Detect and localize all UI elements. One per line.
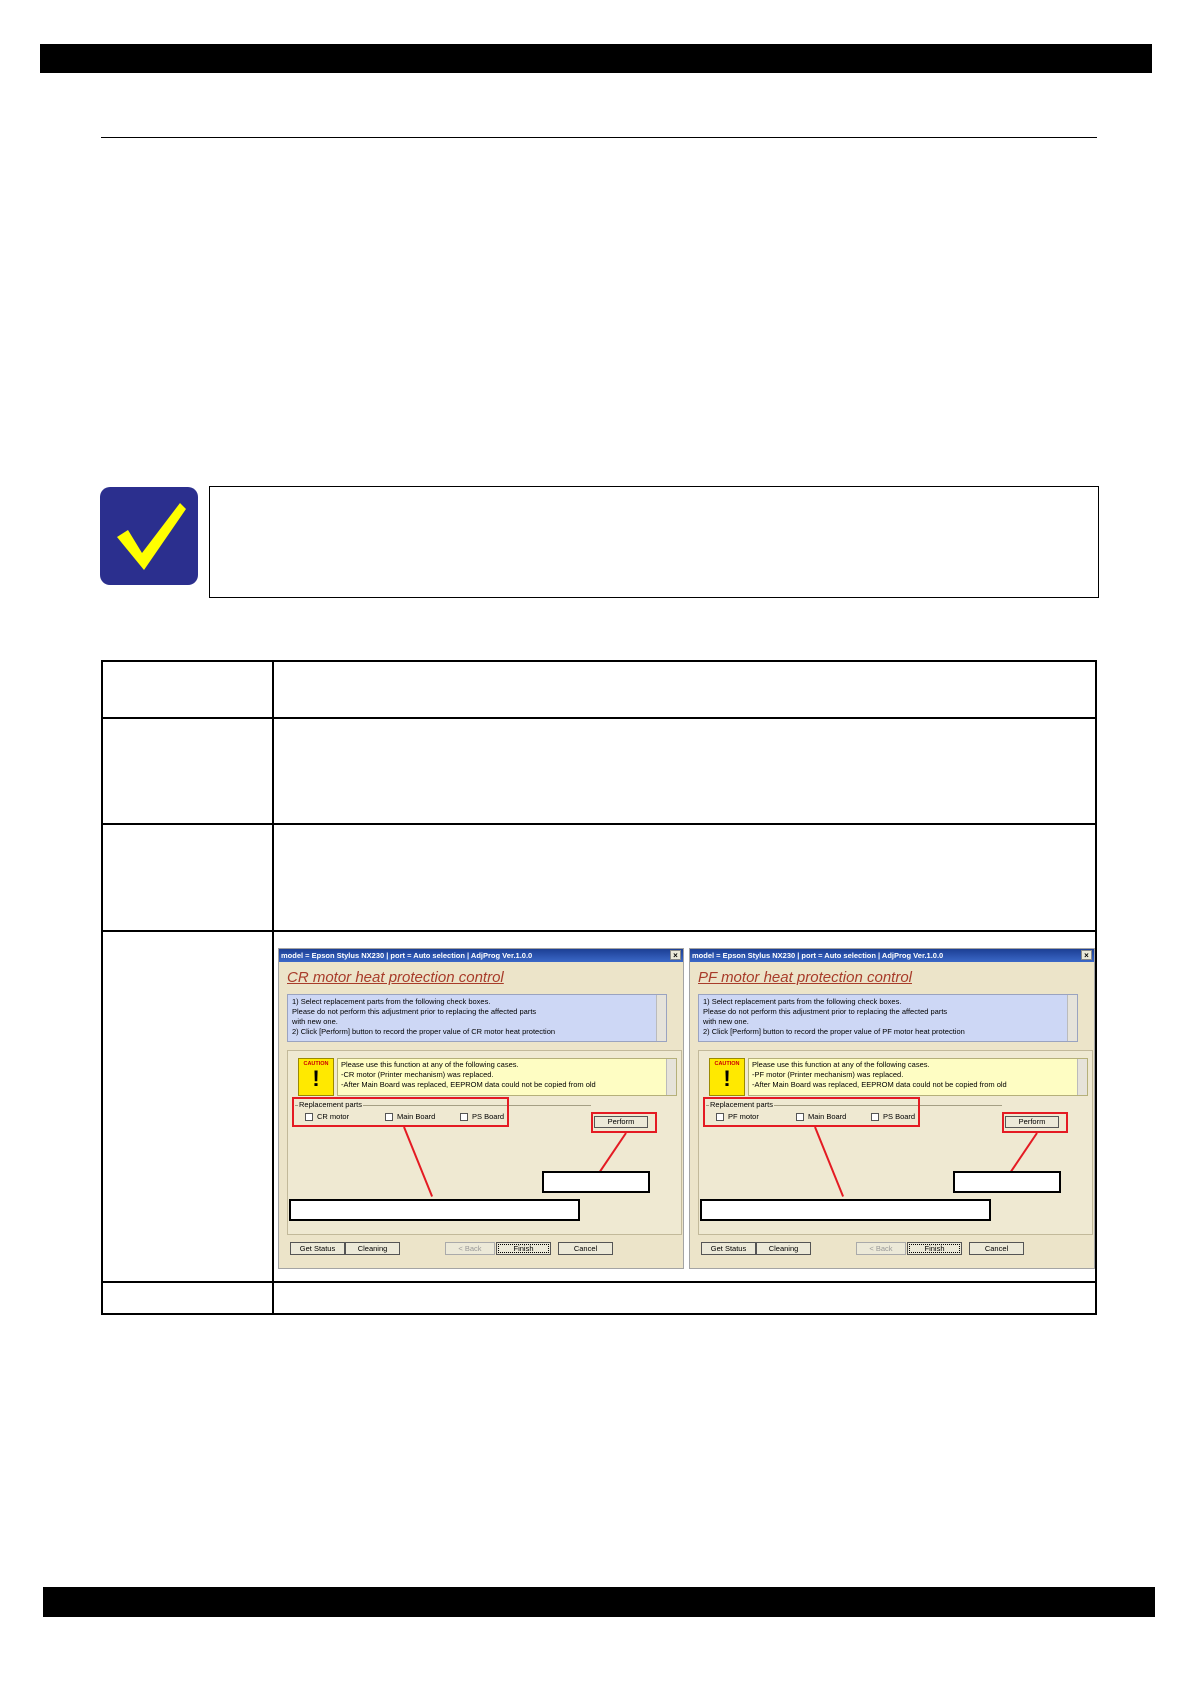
caution-line: -After Main Board was replaced, EEPROM data could not be copied from old (752, 1080, 1007, 1089)
caution-scrollbar[interactable] (666, 1059, 676, 1095)
window-title: model = Epson Stylus NX230 | port = Auto selection | AdjProg Ver.1.0.0 (281, 951, 533, 960)
replacement-parts-label: Replacement parts (299, 1100, 362, 1109)
note-box (209, 486, 1099, 598)
window-button-bar (698, 1242, 1086, 1256)
close-icon[interactable]: × (670, 950, 681, 960)
back-button[interactable]: < Back (445, 1242, 495, 1255)
caution-icon (298, 1058, 334, 1096)
finish-button[interactable]: Finish (496, 1242, 551, 1255)
table-row (102, 661, 1096, 718)
close-icon[interactable]: × (1081, 950, 1092, 960)
exclamation-icon: ! (312, 1066, 320, 1091)
window-title: model = Epson Stylus NX230 | port = Auto selection | AdjProg Ver.1.0.0 (692, 951, 944, 960)
parts-callout (289, 1199, 580, 1221)
cleaning-button[interactable]: Cleaning (756, 1242, 811, 1255)
perform-callout (542, 1171, 650, 1193)
instruction-line: with new one. (703, 1017, 749, 1026)
caution-line: Please use this function at any of the following cases. (341, 1060, 519, 1069)
window-titlebar (279, 949, 683, 962)
screenshots-cell (273, 931, 1096, 1282)
caution-line: Please use this function at any of the following cases. (752, 1060, 930, 1069)
replacement-parts-highlight (703, 1097, 920, 1127)
ps-board-checkbox[interactable]: PS Board (871, 1112, 915, 1121)
instruction-line: 1) Select replacement parts from the following check boxes. (292, 997, 491, 1006)
caution-icon (709, 1058, 745, 1096)
table-row (102, 931, 1096, 1282)
page-title: PF motor heat protection control (698, 969, 912, 986)
perform-button[interactable]: Perform (594, 1116, 648, 1128)
caution-message (748, 1058, 1088, 1096)
caution-label: CAUTION (714, 1061, 740, 1067)
window-titlebar (690, 949, 1094, 962)
instructions-box (698, 994, 1078, 1042)
instruction-line: 2) Click [Perform] button to record the proper value of PF motor heat protection (703, 1027, 965, 1036)
main-board-checkbox[interactable]: Main Board (796, 1112, 846, 1121)
perform-button[interactable]: Perform (1005, 1116, 1059, 1128)
replacement-parts-label: Replacement parts (710, 1100, 773, 1109)
cleaning-button[interactable]: Cleaning (345, 1242, 400, 1255)
page-title: CR motor heat protection control (287, 969, 504, 986)
cancel-button[interactable]: Cancel (969, 1242, 1024, 1255)
get-status-button[interactable]: Get Status (701, 1242, 756, 1255)
instruction-line: 2) Click [Perform] button to record the proper value of CR motor heat protection (292, 1027, 556, 1036)
get-status-button[interactable]: Get Status (290, 1242, 345, 1255)
finish-button[interactable]: Finish (907, 1242, 962, 1255)
table-row (102, 1282, 1096, 1314)
exclamation-icon: ! (723, 1066, 731, 1091)
caution-line: -After Main Board was replaced, EEPROM data could not be copied from old (341, 1080, 596, 1089)
instructions-scrollbar[interactable] (656, 995, 666, 1041)
pf-motor-checkbox[interactable]: PF motor (716, 1112, 759, 1121)
instructions-box (287, 994, 667, 1042)
caution-scrollbar[interactable] (1077, 1059, 1087, 1095)
window-button-bar (287, 1242, 675, 1256)
check-note-icon (100, 487, 198, 585)
caution-label: CAUTION (303, 1061, 329, 1067)
section-rule (101, 137, 1097, 138)
instruction-line: Please do not perform this adjustment prior to replacing the affected parts (292, 1007, 537, 1016)
caution-line: -PF motor (Printer mechanism) was replaced. (752, 1070, 904, 1079)
instruction-line: with new one. (292, 1017, 338, 1026)
pf-motor-window (689, 948, 1095, 1269)
spec-table (101, 660, 1097, 1315)
perform-highlight (1002, 1112, 1068, 1133)
back-button[interactable]: < Back (856, 1242, 906, 1255)
instructions-scrollbar[interactable] (1067, 995, 1077, 1041)
caution-line: -CR motor (Printer mechanism) was replaced. (341, 1070, 494, 1079)
caution-message (337, 1058, 677, 1096)
perform-callout (953, 1171, 1061, 1193)
table-row (102, 718, 1096, 824)
table-row (102, 824, 1096, 931)
footer-bar (43, 1587, 1155, 1617)
parts-callout (700, 1199, 991, 1221)
cancel-button[interactable]: Cancel (558, 1242, 613, 1255)
ps-board-checkbox[interactable]: PS Board (460, 1112, 504, 1121)
perform-highlight (591, 1112, 657, 1133)
checkmark-icon (100, 487, 198, 585)
cr-motor-window (278, 948, 684, 1269)
instruction-line: Please do not perform this adjustment prior to replacing the affected parts (703, 1007, 948, 1016)
main-board-checkbox[interactable]: Main Board (385, 1112, 435, 1121)
instruction-line: 1) Select replacement parts from the following check boxes. (703, 997, 902, 1006)
replacement-parts-highlight (292, 1097, 509, 1127)
header-bar (40, 44, 1152, 73)
cr-motor-checkbox[interactable]: CR motor (305, 1112, 349, 1121)
